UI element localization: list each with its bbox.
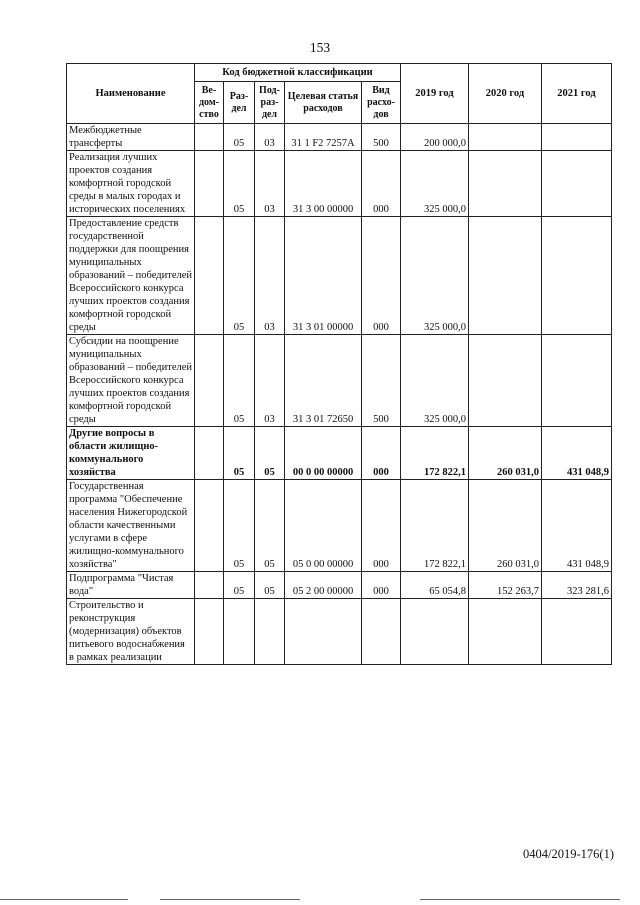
row-target: 31 3 00 00000	[285, 151, 362, 217]
row-razdel: 05	[224, 335, 255, 427]
row-razdel: 05	[224, 217, 255, 335]
row-2019	[401, 599, 469, 665]
row-vid: 000	[362, 572, 401, 599]
row-target: 31 3 01 00000	[285, 217, 362, 335]
scan-edge-line	[160, 899, 300, 900]
header-2021: 2021 год	[542, 64, 612, 124]
budget-table	[66, 63, 612, 665]
row-2020: 152 263,7	[469, 572, 542, 599]
scan-edge-line	[420, 899, 620, 900]
row-ved	[195, 427, 224, 480]
row-name: Межбюджетные трансферты	[67, 124, 195, 151]
row-vid: 500	[362, 335, 401, 427]
row-2020	[469, 124, 542, 151]
row-2020	[469, 151, 542, 217]
row-name: Другие вопросы в области жилищно-коммунального хозяйства	[67, 427, 195, 480]
row-razdel: 05	[224, 151, 255, 217]
row-ved	[195, 217, 224, 335]
row-ved	[195, 151, 224, 217]
row-vid: 000	[362, 217, 401, 335]
table-row	[67, 480, 612, 572]
row-2021: 323 281,6	[542, 572, 612, 599]
row-vid: 500	[362, 124, 401, 151]
table-row	[67, 124, 612, 151]
row-2019: 200 000,0	[401, 124, 469, 151]
row-2021	[542, 217, 612, 335]
table-row	[67, 335, 612, 427]
row-ved	[195, 572, 224, 599]
row-2019: 172 822,1	[401, 480, 469, 572]
table-row	[67, 599, 612, 665]
document-code: 0404/2019-176(1)	[523, 847, 614, 861]
table-row	[67, 427, 612, 480]
row-2019: 325 000,0	[401, 217, 469, 335]
header-razdel: Раз-дел	[224, 82, 255, 124]
page-number: 153	[309, 40, 331, 55]
table-row	[67, 151, 612, 217]
row-2021: 431 048,9	[542, 427, 612, 480]
row-2021	[542, 151, 612, 217]
row-podrazdel	[255, 599, 285, 665]
row-target	[285, 599, 362, 665]
header-2020: 2020 год	[469, 64, 542, 124]
row-vid: 000	[362, 427, 401, 480]
row-razdel: 05	[224, 124, 255, 151]
header-code-group: Код бюджетной классификации	[195, 64, 401, 82]
row-2020	[469, 335, 542, 427]
row-podrazdel: 03	[255, 151, 285, 217]
header-target: Целевая статья расходов	[285, 82, 362, 124]
row-2020: 260 031,0	[469, 480, 542, 572]
row-2020: 260 031,0	[469, 427, 542, 480]
row-2021	[542, 335, 612, 427]
row-name: Предоставление средств государственной поддержки для поощрения муниципальных образований – победителей Всероссийского конкурса лучших проектов создания комфортной городской среды	[67, 217, 195, 335]
row-target: 05 2 00 00000	[285, 572, 362, 599]
row-ved	[195, 124, 224, 151]
row-ved	[195, 480, 224, 572]
table-row	[67, 217, 612, 335]
header-vid: Вид расхо-дов	[362, 82, 401, 124]
row-2020	[469, 599, 542, 665]
row-razdel	[224, 599, 255, 665]
row-2021	[542, 124, 612, 151]
scan-edge-line	[0, 899, 128, 900]
row-podrazdel: 05	[255, 480, 285, 572]
row-vid: 000	[362, 151, 401, 217]
row-2019: 65 054,8	[401, 572, 469, 599]
row-podrazdel: 05	[255, 572, 285, 599]
row-name: Подпрограмма "Чистая вода"	[67, 572, 195, 599]
header-name: Наименование	[67, 64, 195, 124]
row-target: 00 0 00 00000	[285, 427, 362, 480]
row-name: Государственная программа "Обеспечение населения Нижегородской области качественными услугами в сфере жилищно-коммунального хозяйства"	[67, 480, 195, 572]
row-target: 31 1 F2 7257A	[285, 124, 362, 151]
row-razdel: 05	[224, 572, 255, 599]
row-podrazdel: 05	[255, 427, 285, 480]
row-name: Реализация лучших проектов создания комфортной городской среды в малых городах и исторических поселениях	[67, 151, 195, 217]
row-razdel: 05	[224, 480, 255, 572]
row-2021	[542, 599, 612, 665]
row-2019: 325 000,0	[401, 335, 469, 427]
row-name: Субсидии на поощрение муниципальных образований – победителей Всероссийского конкурса лучших проектов создания комфортной городской среды	[67, 335, 195, 427]
row-podrazdel: 03	[255, 335, 285, 427]
row-2019: 325 000,0	[401, 151, 469, 217]
row-target: 05 0 00 00000	[285, 480, 362, 572]
row-ved	[195, 335, 224, 427]
row-2021: 431 048,9	[542, 480, 612, 572]
row-target: 31 3 01 72650	[285, 335, 362, 427]
row-name: Строительство и реконструкция (модернизация) объектов питьевого водоснабжения в рамках реализации	[67, 599, 195, 665]
row-vid	[362, 599, 401, 665]
header-2019: 2019 год	[401, 64, 469, 124]
table-row	[67, 572, 612, 599]
row-ved	[195, 599, 224, 665]
row-vid: 000	[362, 480, 401, 572]
row-razdel: 05	[224, 427, 255, 480]
header-vedomstvo: Ве-дом-ство	[195, 82, 224, 124]
row-podrazdel: 03	[255, 124, 285, 151]
row-2019: 172 822,1	[401, 427, 469, 480]
header-podrazdel: Под-раз-дел	[255, 82, 285, 124]
row-podrazdel: 03	[255, 217, 285, 335]
row-2020	[469, 217, 542, 335]
